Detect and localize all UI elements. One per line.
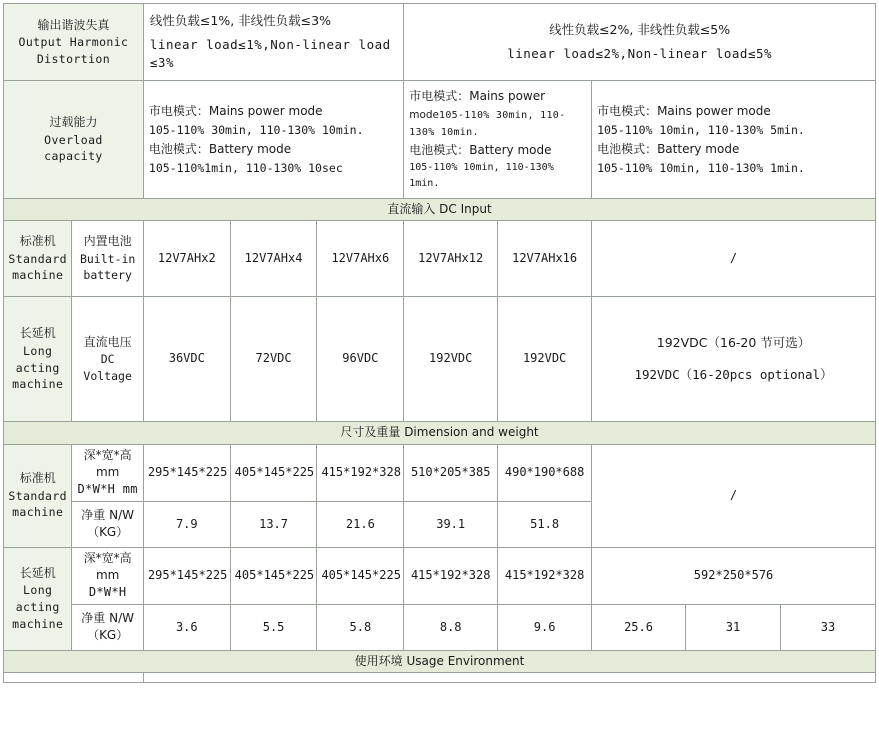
overload-1-mains-cn: 市电模式：Mains power mode bbox=[148, 103, 323, 118]
thd-value-group-a bbox=[143, 4, 403, 81]
long-dim-2: 405*145*225 bbox=[230, 547, 317, 604]
battery-value-na: / bbox=[592, 221, 876, 297]
overload-3-battery-value: 105-110% 10min, 110-130% 1min. bbox=[597, 160, 805, 175]
thd-a-en-2: ≤3% bbox=[149, 55, 174, 71]
long-weight-2: 5.5 bbox=[230, 604, 317, 650]
long-weight-5: 9.6 bbox=[498, 604, 592, 650]
long-weight-1: 3.6 bbox=[143, 604, 230, 650]
overload-2-battery-cn: 电池模式：Battery mode bbox=[409, 142, 552, 157]
long-dwh-en: D*W*H bbox=[88, 585, 127, 600]
battery-value-5: 12V7AHx16 bbox=[498, 221, 592, 297]
dc-voltage-value-1: 36VDC bbox=[143, 297, 230, 422]
dc-voltage-value-5: 192VDC bbox=[498, 297, 592, 422]
thd-label-en-1: Output Harmonic bbox=[18, 35, 129, 50]
standard-dim-2: 405*145*225 bbox=[230, 444, 317, 501]
dc-voltage-value-4: 192VDC bbox=[404, 297, 498, 422]
standard-dim-1: 295*145*225 bbox=[143, 444, 230, 501]
table-row-thd bbox=[4, 4, 876, 81]
section-header-dimension bbox=[4, 422, 876, 444]
long-dim-cn: 长延机 bbox=[19, 566, 56, 581]
dc-voltage-en: DC Voltage bbox=[83, 352, 132, 383]
standard-dwh-cn: 深*宽*高 mm bbox=[83, 447, 132, 479]
thd-b-en: linear load≤2%,Non-linear load≤5% bbox=[507, 46, 773, 62]
usage-band-en: Usage Environment bbox=[406, 653, 525, 668]
dc-input-band-en: DC Input bbox=[439, 201, 492, 216]
builtin-battery-en-2: battery bbox=[83, 268, 132, 283]
dc-voltage-optional-en: 192VDC（16-20pcs optional） bbox=[634, 367, 833, 383]
partial-cell-right bbox=[143, 673, 875, 683]
table-row-partial bbox=[4, 673, 876, 683]
overload-2-mains-value: 105-110% 30min, 110-130% 10min. bbox=[409, 109, 566, 138]
thd-label-en-2: Distortion bbox=[36, 51, 111, 66]
long-weight-cn: 净重 N/W bbox=[81, 610, 134, 625]
thd-a-en-1: linear load≤1%,Non-linear load bbox=[149, 37, 391, 53]
standard-weight-4: 39.1 bbox=[404, 501, 498, 547]
battery-value-4: 12V7AHx12 bbox=[404, 221, 498, 297]
usage-band-cn: 使用环境 bbox=[354, 653, 407, 668]
overload-1-battery-cn: 电池模式：Battery mode bbox=[148, 141, 292, 156]
standard-machine-en-1: Standard bbox=[8, 251, 67, 266]
sublabel-standard-weight bbox=[72, 501, 143, 547]
overload-group-2 bbox=[404, 81, 592, 198]
long-machine-cn: 长延机 bbox=[19, 326, 56, 341]
standard-dwh-en: D*W*H mm bbox=[77, 482, 138, 497]
long-machine-en-2: acting bbox=[15, 360, 60, 375]
overload-2-battery-value: 105-110% 10min, 110-130% 1min. bbox=[409, 161, 554, 189]
table-row-usage-band bbox=[4, 650, 876, 672]
partial-cell-left bbox=[4, 673, 144, 683]
table-row-dc-input-band bbox=[4, 198, 876, 220]
long-machine-en-3: machine bbox=[12, 377, 64, 392]
long-dim-en-3: machine bbox=[12, 616, 64, 631]
dc-voltage-cn: 直流电压 bbox=[83, 334, 132, 349]
table-row-long-dimensions bbox=[4, 547, 876, 604]
long-dim-4: 415*192*328 bbox=[404, 547, 498, 604]
table-row-dimension-band bbox=[4, 422, 876, 444]
long-dim-en-1: Long bbox=[23, 583, 53, 598]
row-label-overload bbox=[4, 81, 144, 198]
table-row-standard-battery bbox=[4, 221, 876, 297]
long-dim-5: 415*192*328 bbox=[498, 547, 592, 604]
long-weight-3: 5.8 bbox=[317, 604, 404, 650]
battery-value-1: 12V7AHx2 bbox=[143, 221, 230, 297]
row-label-long-machine-dim bbox=[4, 547, 72, 650]
dimension-band-cn: 尺寸及重量 bbox=[340, 425, 405, 440]
standard-dim-na: / bbox=[592, 444, 876, 547]
overload-1-mains-value: 105-110% 30min, 110-130% 10min. bbox=[148, 123, 364, 138]
overload-1-battery-value: 105-110%1min, 110-130% 10sec bbox=[148, 160, 343, 175]
standard-machine-cn: 标准机 bbox=[19, 234, 56, 249]
overload-3-battery-cn: 电池模式：Battery mode bbox=[597, 141, 740, 156]
overload-3-mains-cn: 市电模式：Mains power mode bbox=[597, 103, 771, 118]
builtin-battery-en-1: Built-in bbox=[79, 251, 136, 266]
dc-voltage-value-2: 72VDC bbox=[230, 297, 317, 422]
long-dwh-cn: 深*宽*高 mm bbox=[83, 550, 132, 583]
table-row-standard-dimensions bbox=[4, 444, 876, 501]
standard-weight-cn: 净重 N/W bbox=[81, 507, 134, 522]
overload-2-mains-cn-2-text: mode bbox=[409, 108, 440, 121]
long-machine-en-1: Long bbox=[23, 343, 53, 358]
section-header-usage bbox=[4, 650, 876, 672]
long-dim-en-2: acting bbox=[15, 600, 60, 615]
long-weight-7: 31 bbox=[686, 604, 781, 650]
standard-machine-en-2: machine bbox=[12, 268, 64, 283]
overload-group-1 bbox=[143, 81, 403, 198]
thd-value-group-b bbox=[404, 4, 876, 81]
standard-weight-2: 13.7 bbox=[230, 501, 317, 547]
sublabel-long-dwh bbox=[72, 547, 143, 604]
sublabel-standard-dwh bbox=[72, 444, 143, 501]
dc-input-band-cn: 直流输入 bbox=[387, 201, 440, 216]
overload-group-3 bbox=[592, 81, 876, 198]
long-weight-4: 8.8 bbox=[404, 604, 498, 650]
standard-weight-5: 51.8 bbox=[498, 501, 592, 547]
row-sublabel-builtin-battery bbox=[72, 221, 143, 297]
standard-weight-1: 7.9 bbox=[143, 501, 230, 547]
row-label-long-machine bbox=[4, 297, 72, 422]
overload-label-cn: 过载能力 bbox=[49, 115, 98, 130]
row-sublabel-dc-voltage bbox=[72, 297, 143, 422]
row-label-standard-machine bbox=[4, 221, 72, 297]
battery-value-2: 12V7AHx4 bbox=[230, 221, 317, 297]
standard-dim-en-1: Standard bbox=[8, 488, 67, 503]
table-row-long-dc-voltage bbox=[4, 297, 876, 422]
row-label-standard-machine-dim bbox=[4, 444, 72, 547]
overload-label-en-1: Overload bbox=[44, 132, 103, 147]
long-weight-unit: （KG） bbox=[87, 628, 129, 643]
battery-value-3: 12V7AHx6 bbox=[317, 221, 404, 297]
overload-3-mains-value: 105-110% 10min, 110-130% 5min. bbox=[597, 123, 805, 138]
overload-2-mains-cn: 市电模式：Mains power bbox=[409, 89, 546, 104]
dc-voltage-value-optional bbox=[592, 297, 876, 422]
builtin-battery-cn: 内置电池 bbox=[83, 234, 132, 249]
table-row-overload bbox=[4, 81, 876, 198]
dimension-band-en: Dimension and weight bbox=[404, 425, 539, 440]
standard-weight-3: 21.6 bbox=[317, 501, 404, 547]
thd-label-cn: 输出谐波失真 bbox=[37, 17, 110, 32]
long-dim-extra: 592*250*576 bbox=[592, 547, 876, 604]
thd-a-cn: 线性负载≤1%, 非线性负载≤3% bbox=[149, 13, 331, 28]
standard-dim-3: 415*192*328 bbox=[317, 444, 404, 501]
specification-table bbox=[3, 3, 876, 683]
long-dim-3: 405*145*225 bbox=[317, 547, 404, 604]
overload-label-en-2: capacity bbox=[44, 149, 103, 164]
standard-weight-unit: （KG） bbox=[87, 525, 129, 540]
standard-dim-en-2: machine bbox=[12, 505, 64, 520]
overload-2-mains-cn-2 bbox=[409, 107, 586, 141]
dc-voltage-optional-cn: 192VDC（16-20 节可选） bbox=[656, 335, 811, 351]
standard-dim-5: 490*190*688 bbox=[498, 444, 592, 501]
table-row-long-weights bbox=[4, 604, 876, 650]
thd-b-cn: 线性负载≤2%, 非线性负载≤5% bbox=[549, 22, 731, 38]
standard-dim-4: 510*205*385 bbox=[404, 444, 498, 501]
long-weight-8: 33 bbox=[780, 604, 875, 650]
section-header-dc-input bbox=[4, 198, 876, 220]
standard-dim-cn: 标准机 bbox=[19, 471, 56, 486]
row-label-thd bbox=[4, 4, 144, 81]
long-dim-1: 295*145*225 bbox=[143, 547, 230, 604]
long-weight-6: 25.6 bbox=[592, 604, 686, 650]
dc-voltage-value-3: 96VDC bbox=[317, 297, 404, 422]
sublabel-long-weight bbox=[72, 604, 143, 650]
